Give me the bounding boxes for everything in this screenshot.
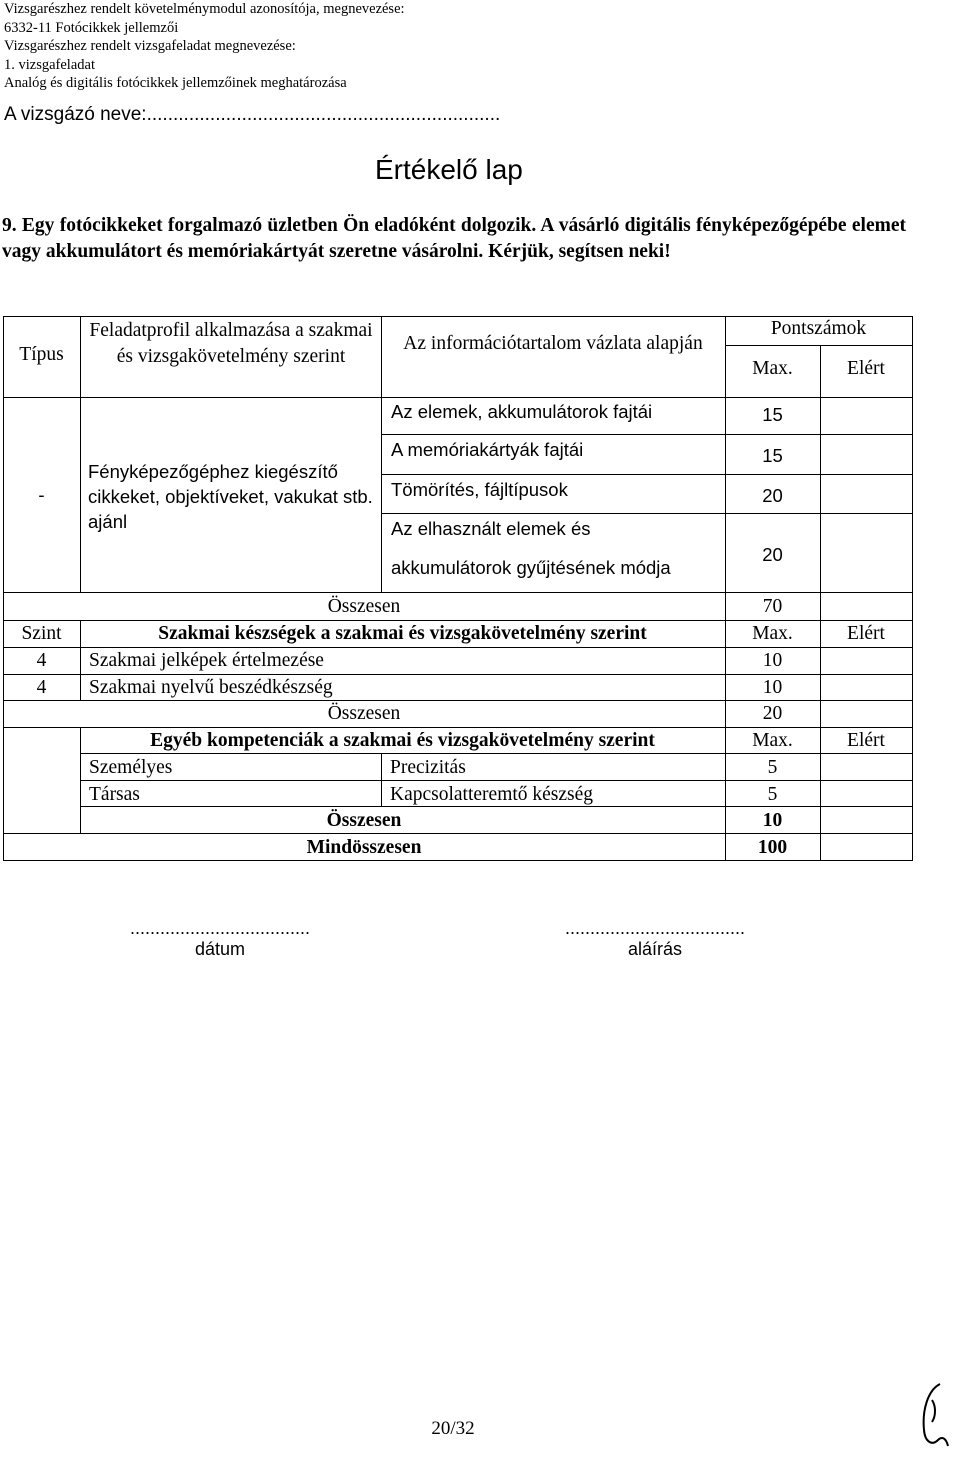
skill-2-max: 10 <box>762 677 783 698</box>
info-row-4-max: 20 <box>762 544 783 565</box>
table-border <box>3 700 913 701</box>
competency-2-text: Kapcsolatteremtő készség <box>390 784 594 805</box>
table-border <box>820 345 821 592</box>
date-field <box>80 918 360 960</box>
achieved-header-3: Elért <box>847 730 885 751</box>
table-border <box>3 620 913 621</box>
table-border <box>725 345 913 346</box>
profile-value: Fényképezőgéphez kiegészítő cikkeket, objektíveket, vakukat stb. ajánl <box>88 461 373 532</box>
table-border <box>3 833 913 834</box>
examinee-name-line: A vizsgázó neve:................................................................... <box>4 104 501 125</box>
total-value-2: 20 <box>762 703 783 724</box>
page-title: Értékelő lap <box>375 154 523 185</box>
achieved-header: Elért <box>847 358 885 379</box>
table-border <box>381 513 913 514</box>
module-name: 6332-11 Fotócikkek jellemzői <box>4 19 179 36</box>
skill-2-level: 4 <box>36 677 47 698</box>
table-border <box>3 397 913 398</box>
document-header <box>4 0 405 93</box>
page-number: 20/32 <box>431 1418 475 1439</box>
skill-2-text: Szakmai nyelvű beszédkészség <box>89 677 333 698</box>
info-row-3-max: 20 <box>762 485 783 506</box>
date-dots: .................................... <box>129 918 311 938</box>
skills-header: Szakmai készségek a szakmai és vizsgakövetelmény szerint <box>158 623 647 644</box>
date-label: dátum <box>194 939 246 959</box>
table-border <box>3 592 913 593</box>
table-border <box>80 753 913 754</box>
info-row-2: A memóriakártyák fajtái <box>391 439 584 460</box>
grand-total-value: 100 <box>757 837 788 858</box>
table-border <box>381 474 913 475</box>
max-header-3: Max. <box>752 730 793 751</box>
skill-1-text: Szakmai jelképek értelmezése <box>89 650 324 671</box>
competency-2-category: Társas <box>89 784 140 805</box>
info-row-3: Tömörítés, fájltípusok <box>391 479 568 500</box>
table-border <box>3 860 913 861</box>
signature-dots: .................................... <box>564 918 746 938</box>
total-label-2: Összesen <box>327 703 401 724</box>
grand-total-label: Mindösszesen <box>306 837 422 858</box>
table-border <box>820 592 821 620</box>
info-row-1: Az elemek, akkumulátorok fajtái <box>391 401 653 422</box>
module-label: Vizsgarészhez rendelt követelménymodul azonosítója, megnevezése: <box>4 1 405 17</box>
type-header: Típus <box>19 344 64 365</box>
table-border <box>80 316 81 592</box>
task-number: 1. vizsgafeladat <box>4 56 95 73</box>
profile-header: Feladatprofil alkalmazása a szakmai és vizsgakövetelmény szerint <box>89 320 373 367</box>
total-label-1: Összesen <box>327 596 401 617</box>
table-border <box>80 806 913 807</box>
table-border <box>381 753 382 806</box>
info-header: Az információtartalom vázlata alapján <box>403 333 703 354</box>
table-border <box>3 316 4 860</box>
info-row-4-line2: akkumulátorok gyűjtésének módja <box>391 557 671 578</box>
skill-1-max: 10 <box>762 650 783 671</box>
type-value: - <box>38 484 45 505</box>
table-border <box>3 647 913 648</box>
table-border <box>3 727 913 728</box>
skill-1-level: 4 <box>36 650 47 671</box>
level-header: Szint <box>21 623 62 644</box>
table-border <box>3 674 913 675</box>
info-row-1-max: 15 <box>762 404 783 425</box>
table-border <box>381 316 382 592</box>
task-name: Analóg és digitális fotócikkek jellemzőinek meghatározása <box>4 75 347 92</box>
points-header: Pontszámok <box>770 318 867 339</box>
competency-1-text: Precizitás <box>390 757 466 778</box>
info-row-2-max: 15 <box>762 445 783 466</box>
competency-1-category: Személyes <box>89 757 173 778</box>
task-description: 9. Egy fotócikkeket forgalmazó üzletben Ön eladóként dolgozik. A vásárló digitális fényképezőgépébe elemet vagy akkumulátort és memóriakártyát szeretne vásárolni. Kérjük, segítsen neki! <box>2 215 906 262</box>
competencies-header: Egyéb kompetenciák a szakmai és vizsgakövetelmény szerint <box>150 730 655 751</box>
total-label-3: Összesen <box>326 810 402 831</box>
competency-1-max: 5 <box>767 757 778 778</box>
total-value-3: 10 <box>762 810 783 831</box>
competency-2-max: 5 <box>767 784 778 805</box>
initials-signature <box>918 1380 956 1450</box>
max-header-2: Max. <box>752 623 793 644</box>
max-header: Max. <box>752 358 793 379</box>
info-row-4-line1: Az elhasznált elemek és <box>391 518 591 539</box>
table-border <box>381 434 913 435</box>
achieved-header-2: Elért <box>847 623 885 644</box>
task-label: Vizsgarészhez rendelt vizsgafeladat megnevezése: <box>4 38 296 55</box>
table-border <box>912 316 913 860</box>
table-border <box>3 316 913 317</box>
signature-label: aláírás <box>627 939 683 959</box>
signature-field <box>515 918 795 960</box>
table-border <box>80 780 913 781</box>
total-value-1: 70 <box>762 596 783 617</box>
